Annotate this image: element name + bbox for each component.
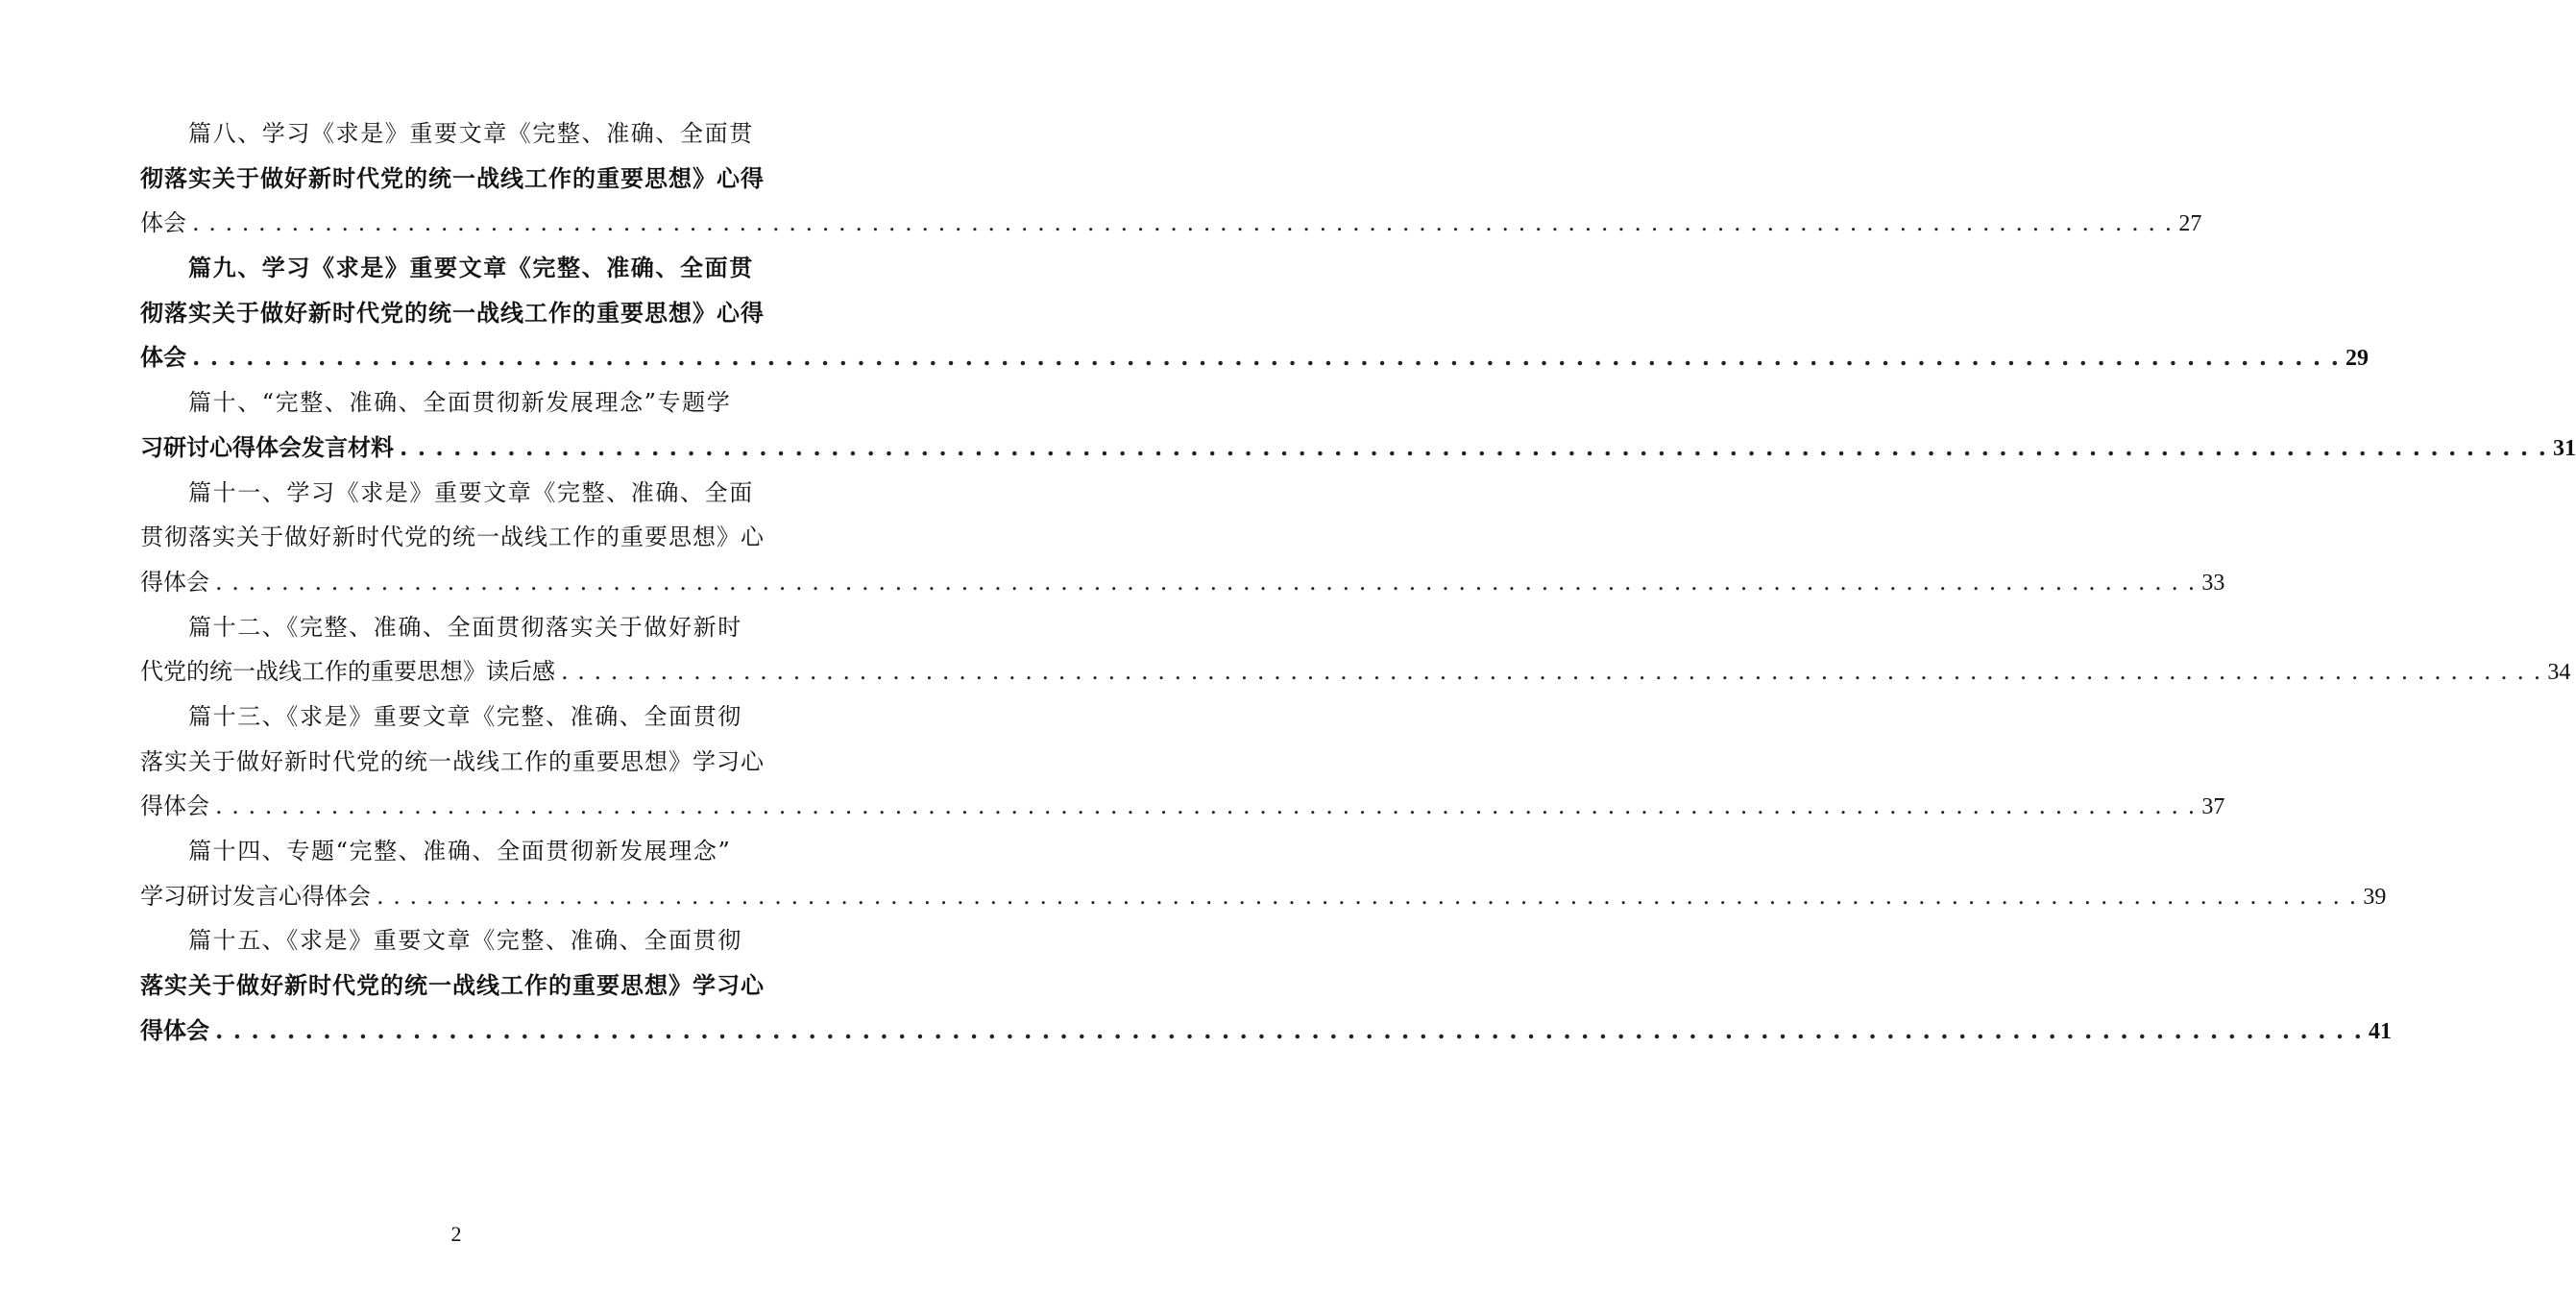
toc-line: 篇十二、《完整、准确、全面贯彻落实关于做好新时: [188, 613, 742, 641]
toc-line: [140, 874, 2387, 919]
dot-leader: . . . . . . . . . . . . . . . . . . . . . . . . . . . . . . . . . . . . . . . . . . . . . . . . . . . . . . . . . . . . . . . . . . . . . . . . . . . . . . . . . . . . . . . . . . . . . . . . . . . . . . . . . . . . . . . . . . . . . . . .: [215, 792, 2197, 820]
toc-line: [140, 784, 2225, 829]
toc-line: 落实关于做好新时代党的统一战线工作的重要思想》学习心: [140, 747, 765, 775]
toc-line: 篇十一、学习《求是》重要文章《完整、准确、全面: [188, 478, 754, 506]
toc-line-text: 得体会: [140, 792, 209, 820]
toc-entry[interactable]: [140, 111, 2202, 246]
toc-line: [140, 201, 2202, 246]
toc-line-text: 学习研讨发言心得体会: [140, 882, 371, 910]
toc-line: 篇十三、《求是》重要文章《完整、准确、全面贯彻: [188, 702, 742, 730]
toc-entry[interactable]: [140, 471, 2225, 605]
dot-leader: . . . . . . . . . . . . . . . . . . . . . . . . . . . . . . . . . . . . . . . . . . . . . . . . . . . . . . . . . . . . . . . . . . . . . . . . . . . . . . . . . . . . . . . . . . . . . . . . . . . . . . . . . . . . . . . . . . . . . . . .: [215, 568, 2197, 596]
toc-entry[interactable]: [140, 829, 2387, 918]
dot-leader: . . . . . . . . . . . . . . . . . . . . . . . . . . . . . . . . . . . . . . . . . . . . . . . . . . . . . . . . . . . . . . . . . . . . . . . . . . . . . . . . . . . . . . . . . . . . . . . . . . . . . . . . . . . . . . . . . . . . . . . .: [192, 343, 2340, 372]
toc-entry[interactable]: [140, 380, 2576, 470]
toc-line: [140, 1009, 2392, 1054]
dot-leader: . . . . . . . . . . . . . . . . . . . . . . . . . . . . . . . . . . . . . . . . . . . . . . . . . . . . . . . . . . . . . . . . . . . . . . . . . . . . . . . . . . . . . . . . . . . . . . . . . . . . . . . . . . . . . . . . . . . . . . . .: [377, 882, 2358, 910]
toc-line: [140, 560, 2225, 605]
toc-line: 彻落实关于做好新时代党的统一战线工作的重要思想》心得: [140, 298, 765, 327]
toc-page-number: 37: [2201, 794, 2225, 820]
toc-line: 贯彻落实关于做好新时代党的统一战线工作的重要思想》心: [140, 524, 765, 551]
toc-page-number: 39: [2363, 884, 2387, 910]
toc-line-text: 代党的统一战线工作的重要思想》读后感: [140, 658, 555, 686]
table-of-contents: [140, 111, 2576, 1053]
toc-page-number: 29: [2345, 346, 2369, 372]
toc-page-number: 41: [2368, 1018, 2392, 1044]
dot-leader: . . . . . . . . . . . . . . . . . . . . . . . . . . . . . . . . . . . . . . . . . . . . . . . . . . . . . . . . . . . . . . . . . . . . . . . . . . . . . . . . . . . . . . . . . . . . . . . . . . . . . . . . . . . . . . . . . . . . . . . .: [215, 1015, 2363, 1044]
toc-line: 篇十、“完整、准确、全面贯彻新发展理念”专题学: [188, 389, 732, 417]
toc-line: 彻落实关于做好新时代党的统一战线工作的重要思想》心得: [140, 163, 765, 192]
toc-line: 篇九、学习《求是》重要文章《完整、准确、全面贯: [188, 254, 754, 282]
toc-line: 篇八、学习《求是》重要文章《完整、准确、全面贯: [188, 120, 754, 147]
toc-line-text: 习研讨心得体会发言材料: [140, 432, 394, 461]
toc-entry[interactable]: [140, 246, 2369, 380]
toc-line-text: 得体会: [140, 568, 209, 596]
toc-line-text: 体会: [140, 209, 186, 237]
toc-line: 篇十四、专题“完整、准确、全面贯彻新发展理念”: [188, 838, 732, 865]
page-number: 2: [450, 1222, 462, 1246]
toc-line: [140, 335, 2369, 380]
toc-line: [140, 649, 2571, 694]
toc-line: 落实关于做好新时代党的统一战线工作的重要思想》学习心: [140, 971, 765, 1000]
toc-entry[interactable]: [140, 918, 2392, 1053]
dot-leader: . . . . . . . . . . . . . . . . . . . . . . . . . . . . . . . . . . . . . . . . . . . . . . . . . . . . . . . . . . . . . . . . . . . . . . . . . . . . . . . . . . . . . . . . . . . . . . . . . . . . . . . . . . . . . . . . . . . . . . . .: [561, 658, 2542, 686]
toc-entry[interactable]: [140, 694, 2225, 829]
dot-leader: . . . . . . . . . . . . . . . . . . . . . . . . . . . . . . . . . . . . . . . . . . . . . . . . . . . . . . . . . . . . . . . . . . . . . . . . . . . . . . . . . . . . . . . . . . . . . . . . . . . . . . . . . . . . . . . . . . . . . . . .: [192, 209, 2174, 237]
toc-page-number: 31: [2552, 435, 2576, 461]
toc-page-number: 27: [2178, 211, 2202, 237]
toc-page-number: 33: [2201, 570, 2225, 596]
toc-line: [140, 426, 2576, 471]
toc-line: 篇十五、《求是》重要文章《完整、准确、全面贯彻: [188, 927, 742, 955]
toc-page-number: 34: [2547, 660, 2571, 686]
dot-leader: . . . . . . . . . . . . . . . . . . . . . . . . . . . . . . . . . . . . . . . . . . . . . . . . . . . . . . . . . . . . . . . . . . . . . . . . . . . . . . . . . . . . . . . . . . . . . . . . . . . . . . . . . . . . . . . . . . . . . . . .: [400, 432, 2547, 461]
toc-line-text: 体会: [140, 343, 186, 372]
toc-entry[interactable]: [140, 605, 2571, 694]
toc-line-text: 得体会: [140, 1015, 209, 1044]
